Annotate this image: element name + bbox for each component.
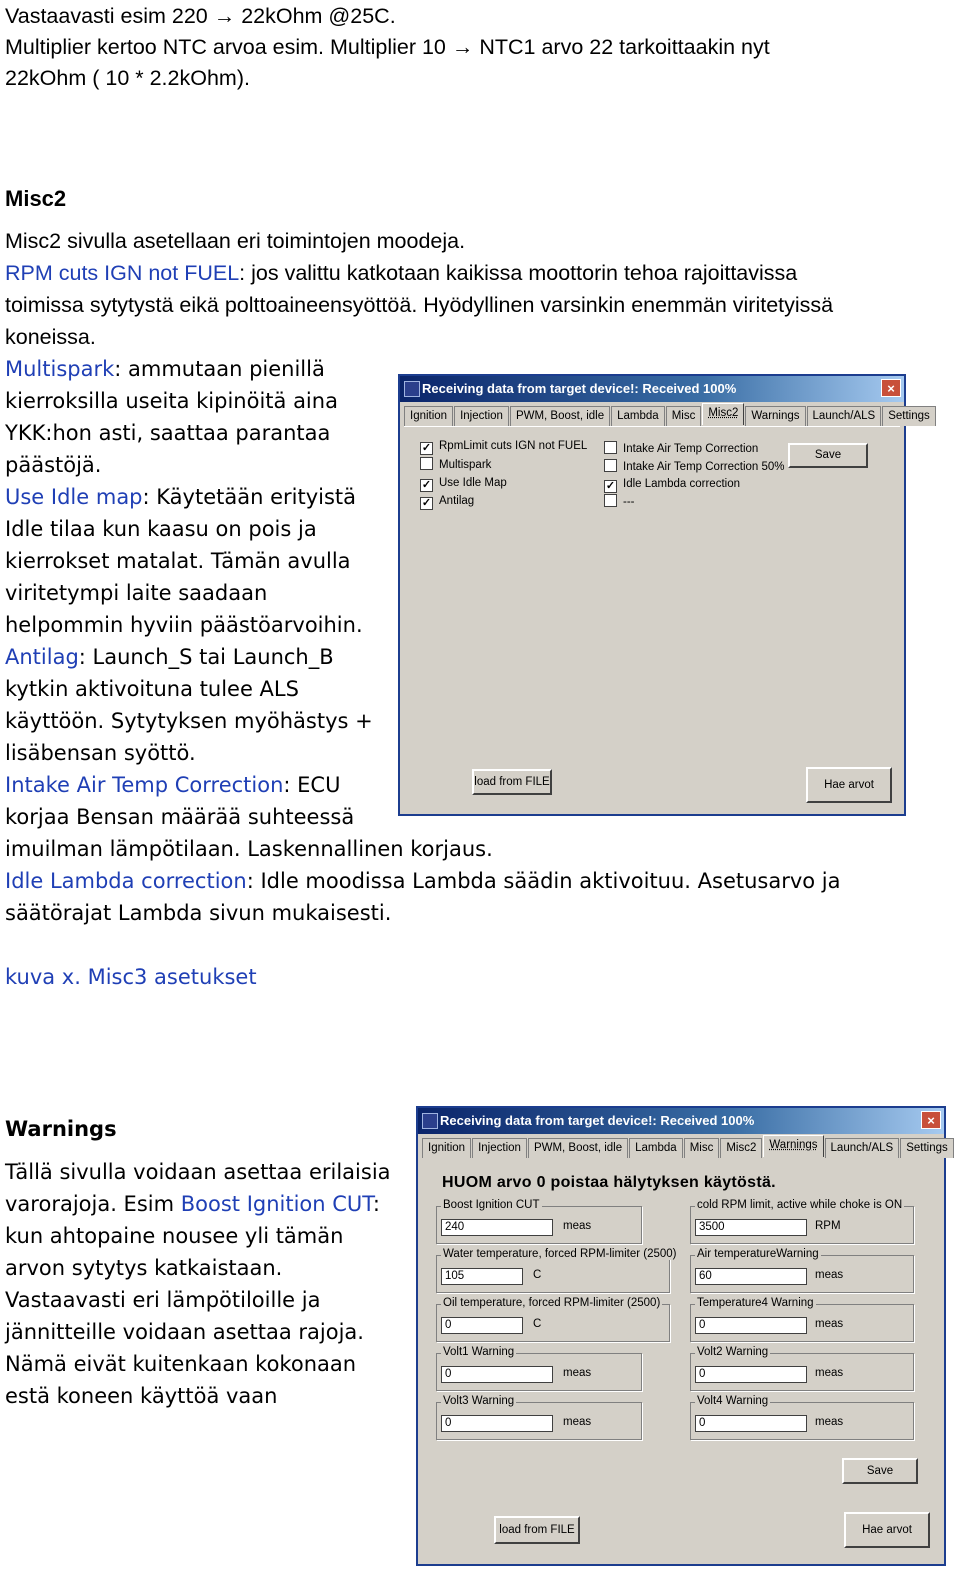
checkbox-multispark[interactable]: Multispark	[420, 457, 491, 472]
tab-injection[interactable]: Injection	[472, 1138, 527, 1158]
multispark-line-3: YKK:hon asti, saattaa parantaa	[5, 421, 331, 445]
tab-warnings[interactable]: Warnings	[763, 1135, 823, 1157]
app-icon	[422, 1113, 438, 1129]
load-from-file-button[interactable]: load from FILE	[494, 1516, 580, 1544]
checkbox-box: ✓	[421, 479, 432, 491]
ilc-term: Idle Lambda correction	[5, 869, 247, 893]
group-volt4: Volt4 Warning 0 meas	[690, 1402, 914, 1440]
idle-line-4: viritetympi laite saadaan	[5, 581, 268, 605]
antilag-line-3: käyttöön. Sytytyksen myöhästys +	[5, 709, 373, 733]
tab-launch-als[interactable]: Launch/ALS	[825, 1138, 900, 1158]
antilag-line-1: Antilag: Launch_S tai Launch_B	[5, 645, 334, 669]
misc2-dialog	[398, 374, 930, 816]
tab-ignition[interactable]: Ignition	[422, 1138, 471, 1158]
figure-caption: kuva x. Misc3 asetukset	[5, 965, 257, 989]
checkbox-box: ✓	[421, 442, 432, 454]
group-oil-temperature: Oil temperature, forced RPM-limiter (2500) 0 C	[436, 1304, 670, 1342]
tab-misc[interactable]: Misc	[666, 406, 702, 426]
dialog-titlebar	[418, 1108, 944, 1134]
group-water-temperature: Water temperature, forced RPM-limiter (2500) 105 C	[436, 1255, 670, 1293]
multispark-line-1: Multispark: ammutaan pienillä	[5, 357, 325, 381]
tab-misc2[interactable]: Misc2	[702, 403, 744, 425]
tab-launch-als[interactable]: Launch/ALS	[807, 406, 882, 426]
iat-line-3: imuilman lämpötilaan. Laskennallinen korjaus.	[5, 837, 493, 861]
antilag-line-4: lisäbensan syöttö.	[5, 741, 196, 765]
group-cold-rpm-limit: cold RPM limit, active while choke is ON 3500 RPM	[690, 1206, 914, 1244]
tab-bar	[404, 406, 930, 426]
oil-temperature-input[interactable]: 0	[441, 1317, 523, 1334]
checkbox-box	[604, 459, 617, 472]
close-icon[interactable]: ×	[881, 379, 901, 397]
tab-settings[interactable]: Settings	[900, 1138, 954, 1158]
idle-line-2: Idle tilaa kun kaasu on pois ja	[5, 517, 317, 541]
warnings-line-2: varorajoja. Esim Boost Ignition CUT:	[5, 1192, 380, 1216]
group-boost-ignition-cut: Boost Ignition CUT 240 meas	[436, 1206, 642, 1244]
iat-term: Intake Air Temp Correction	[5, 773, 284, 797]
tab-ignition[interactable]: Ignition	[404, 406, 453, 426]
dialog-titlebar	[400, 376, 904, 402]
tab-pwm-boost-idle[interactable]: PWM, Boost, idle	[510, 406, 610, 426]
hae-arvot-button[interactable]: Hae arvot	[806, 767, 892, 803]
warnings-panel	[422, 1158, 940, 1560]
rpm-paragraph-2: toimissa sytytystä eikä polttoaineensyöttöä. Hyödyllinen varsinkin enemmän viritetyissä	[5, 293, 834, 317]
volt3-input[interactable]: 0	[441, 1415, 553, 1432]
tab-settings[interactable]: Settings	[882, 406, 936, 426]
boost-ignition-cut-input[interactable]: 240	[441, 1219, 553, 1236]
load-from-file-button[interactable]: load from FILE	[472, 769, 552, 795]
misc2-intro: Misc2 sivulla asetellaan eri toimintojen moodeja.	[5, 229, 466, 253]
group-air-temperature: Air temperatureWarning 60 meas	[690, 1255, 914, 1293]
misc2-panel	[404, 426, 900, 810]
checkbox-rpmlimit[interactable]: ✓ RpmLimit cuts IGN not FUEL	[421, 440, 588, 454]
save-button[interactable]: Save	[788, 443, 868, 468]
tab-misc2[interactable]: Misc2	[720, 1138, 762, 1158]
rpm-term: RPM cuts IGN not FUEL	[5, 261, 240, 285]
misc2-heading: Misc2	[5, 186, 67, 211]
group-volt3: Volt3 Warning 0 meas	[436, 1402, 642, 1440]
checkbox-extra[interactable]: ---	[604, 494, 635, 509]
warnings-line-6: jännitteille voidaan asettaa rajoja.	[5, 1320, 364, 1344]
checkbox-iat-correction[interactable]: Intake Air Temp Correction	[604, 441, 758, 456]
rpm-paragraph-1: RPM cuts IGN not FUEL: jos valittu katkotaan kaikissa moottorin tehoa rajoittavissa	[5, 261, 798, 285]
tab-bar	[422, 1138, 948, 1158]
multispark-line-4: päästöjä.	[5, 453, 102, 477]
save-button[interactable]: Save	[842, 1458, 918, 1484]
cold-rpm-limit-input[interactable]: 3500	[695, 1219, 807, 1236]
warnings-line-1: Tällä sivulla voidaan asettaa erilaisia	[5, 1160, 391, 1184]
tab-lambda[interactable]: Lambda	[629, 1138, 683, 1158]
checkbox-use-idle-map[interactable]: ✓ Use Idle Map	[421, 477, 507, 491]
antilag-term: Antilag	[5, 645, 79, 669]
checkbox-box	[604, 494, 617, 507]
dialog-title: Receiving data from target device!: Received 100%	[440, 1113, 755, 1128]
warnings-line-3: kun ahtopaine nousee yli tämän	[5, 1224, 344, 1248]
volt2-input[interactable]: 0	[695, 1366, 807, 1383]
boost-ignition-cut-term: Boost Ignition CUT	[180, 1192, 373, 1216]
multispark-line-2: kierroksilla useita kipinöitä aina	[5, 389, 338, 413]
tab-injection[interactable]: Injection	[454, 406, 509, 426]
close-icon[interactable]: ×	[921, 1111, 941, 1129]
multispark-term: Multispark	[5, 357, 115, 381]
volt1-input[interactable]: 0	[441, 1366, 553, 1383]
idle-term: Use Idle map	[5, 485, 143, 509]
dialog-title: Receiving data from target device!: Received 100%	[422, 381, 737, 396]
idle-line-5: helpommin hyviin päästöarvoihin.	[5, 613, 363, 637]
checkbox-iat-correction-50[interactable]: Intake Air Temp Correction 50%	[604, 459, 785, 474]
warnings-line-4: arvon sytytys katkaistaan.	[5, 1256, 283, 1280]
ilc-line-1: Idle Lambda correction: Idle moodissa Lambda säädin aktivoituu. Asetusarvo ja	[5, 869, 841, 893]
iat-line-1: Intake Air Temp Correction: ECU	[5, 773, 341, 797]
intro-line-1: Vastaavasti esim 220 → 22kOhm @25C.	[5, 4, 396, 28]
ilc-line-2: säätörajat Lambda sivun mukaisesti.	[5, 901, 392, 925]
tab-lambda[interactable]: Lambda	[611, 406, 665, 426]
iat-line-2: korjaa Bensan määrää suhteessä	[5, 805, 355, 829]
warnings-dialog	[416, 1106, 946, 1566]
tab-warnings[interactable]: Warnings	[745, 406, 805, 426]
warning-notice: HUOM arvo 0 poistaa hälytyksen käytöstä.	[442, 1174, 776, 1191]
warnings-line-5: Vastaavasti eri lämpötiloille ja	[5, 1288, 321, 1312]
group-temperature4: Temperature4 Warning 0 meas	[690, 1304, 914, 1342]
volt4-input[interactable]: 0	[695, 1415, 807, 1432]
idle-line-1: Use Idle map: Käytetään erityistä	[5, 485, 357, 509]
hae-arvot-button[interactable]: Hae arvot	[844, 1512, 930, 1548]
tab-pwm-boost-idle[interactable]: PWM, Boost, idle	[528, 1138, 628, 1158]
warnings-line-8: estä koneen käyttöä vaan	[5, 1384, 278, 1408]
checkbox-box: ✓	[605, 480, 616, 492]
checkbox-box	[420, 457, 433, 470]
warnings-heading: Warnings	[5, 1117, 117, 1141]
antilag-line-2: kytkin aktivoituna tulee ALS	[5, 677, 299, 701]
tab-misc[interactable]: Misc	[684, 1138, 720, 1158]
temperature4-input[interactable]: 0	[695, 1317, 807, 1334]
checkbox-box	[604, 441, 617, 454]
air-temperature-input[interactable]: 60	[695, 1268, 807, 1285]
group-volt1: Volt1 Warning 0 meas	[436, 1353, 642, 1391]
idle-line-3: kierrokset matalat. Tämän avulla	[5, 549, 351, 573]
water-temperature-input[interactable]: 105	[441, 1268, 523, 1285]
warnings-line-7: Nämä eivät kuitenkaan kokonaan	[5, 1352, 357, 1376]
checkbox-box: ✓	[421, 497, 432, 509]
checkbox-antilag[interactable]: ✓ Antilag	[421, 495, 475, 509]
group-volt2: Volt2 Warning 0 meas	[690, 1353, 914, 1391]
rpm-paragraph-3: koneissa.	[5, 325, 96, 349]
app-icon	[404, 381, 420, 397]
intro-line-3: 22kOhm ( 10 * 2.2kOhm).	[5, 66, 250, 90]
intro-line-2: Multiplier kertoo NTC arvoa esim. Multiplier 10 → NTC1 arvo 22 tarkoittaakin nyt	[5, 35, 770, 59]
checkbox-idle-lambda[interactable]: ✓ Idle Lambda correction	[605, 478, 740, 492]
